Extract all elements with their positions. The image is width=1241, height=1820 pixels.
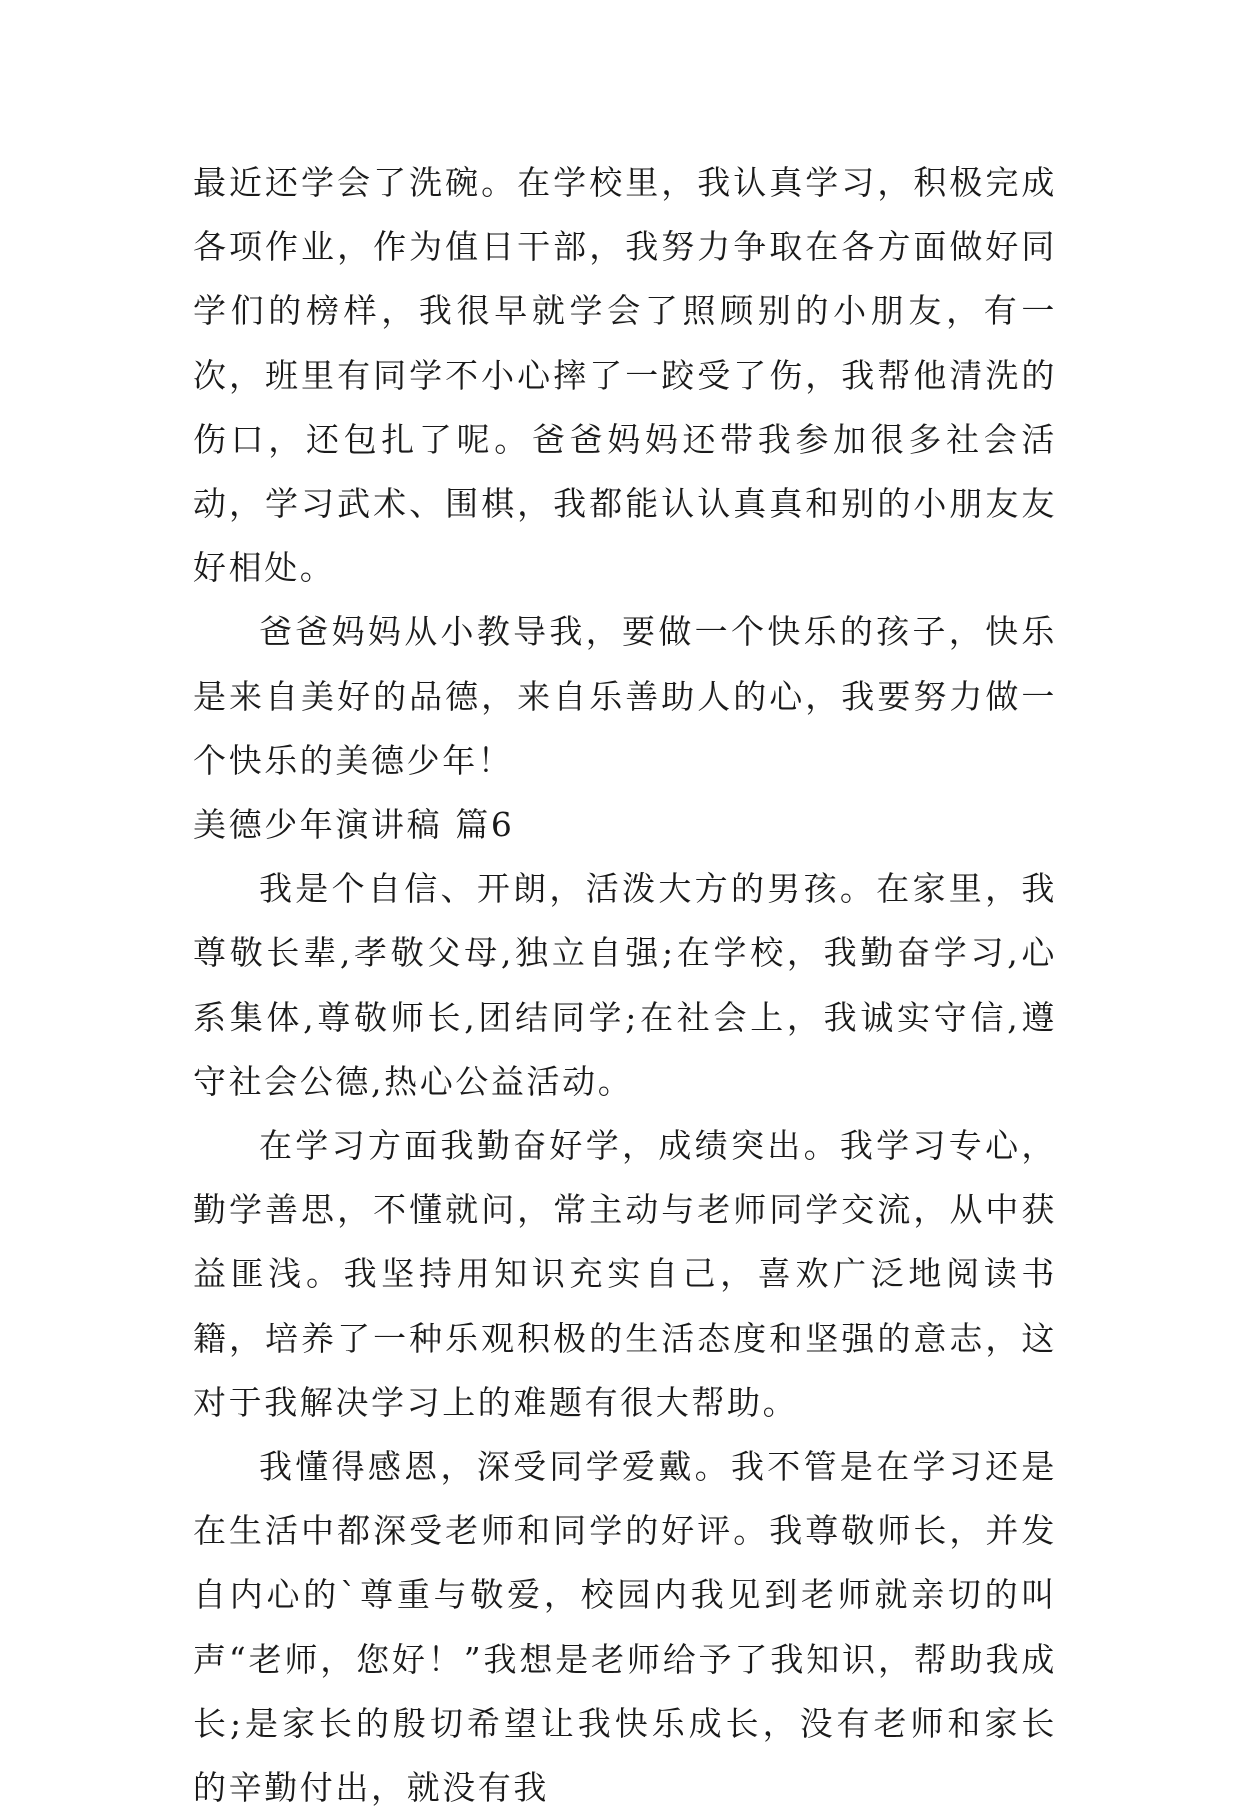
paragraph-1: 最近还学会了洗碗。在学校里，我认真学习，积极完成各项作业，作为值日干部，我努力争取在各方面做好同学们的榜样，我很早就学会了照顾别的小朋友，有一次，班里有同学不小心摔了一跤受了伤，我帮他清洗的伤口，还包扎了呢。爸爸妈妈还带我参加很多社会活动，学习武术、围棋，我都能认认真真和别的小朋友友好相处。 bbox=[193, 163, 1057, 588]
paragraph-5: 我懂得感恩，深受同学爱戴。我不管是在学习还是在生活中都深受老师和同学的好评。我尊敬师长，并发自内心的`尊重与敬爱，校园内我见到老师就亲切的叫声“老师，您好！”我想是老师给予了我知识，帮助我成长;是家长的殷切希望让我快乐成长，没有老师和家长的辛勤付出，就没有我 bbox=[193, 1447, 1057, 1808]
paragraph-3: 我是个自信、开朗，活泼大方的男孩。在家里，我尊敬长辈,孝敬父母,独立自强;在学校，我勤奋学习,心系集体,尊敬师长,团结同学;在社会上，我诚实守信,遵守社会公德,热心公益活动。 bbox=[193, 869, 1057, 1101]
section-heading: 美德少年演讲稿 篇6 bbox=[193, 805, 515, 845]
paragraph-4: 在学习方面我勤奋好学，成绩突出。我学习专心，勤学善思，不懂就问，常主动与老师同学交流，从中获益匪浅。我坚持用知识充实自己，喜欢广泛地阅读书籍，培养了一种乐观积极的生活态度和坚强的意志，这对于我解决学习上的难题有很大帮助。 bbox=[193, 1126, 1057, 1422]
document-body bbox=[193, 151, 1057, 1820]
paragraph-2: 爸爸妈妈从小教导我，要做一个快乐的孩子，快乐是来自美好的品德，来自乐善助人的心，我要努力做一个快乐的美德少年！ bbox=[193, 612, 1057, 780]
